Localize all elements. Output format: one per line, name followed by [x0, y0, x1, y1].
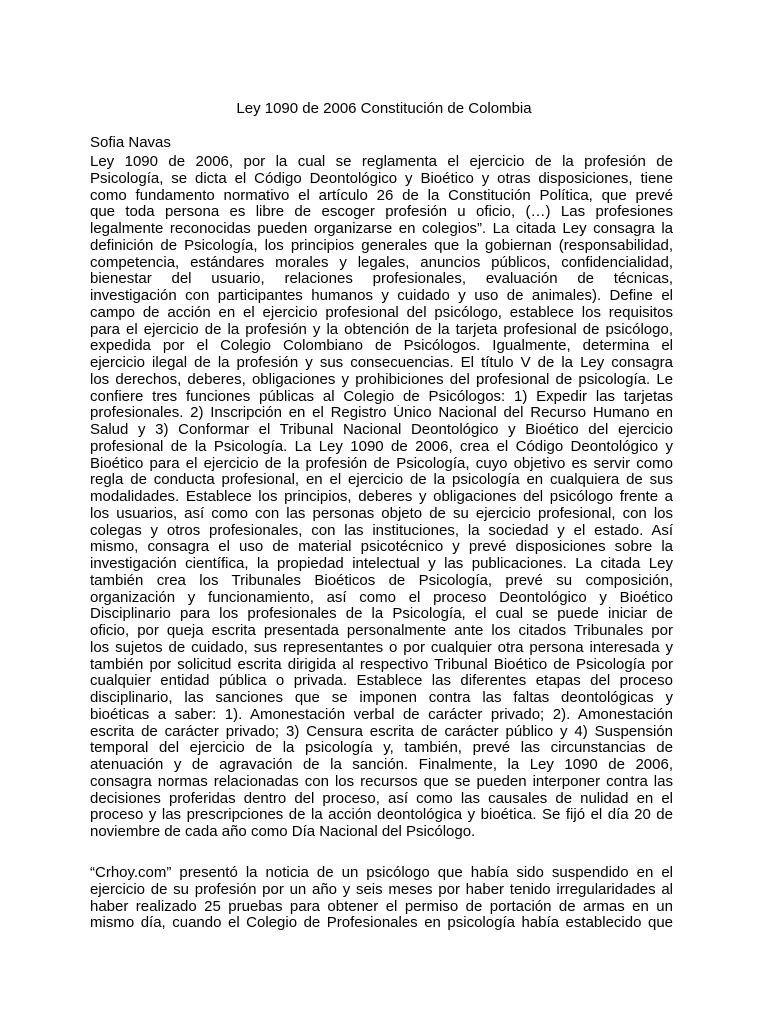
- text-line: disciplinario, las sanciones que se imponen contra las faltas deontológicas y: [90, 690, 673, 706]
- text-line: bioéticas a saber: 1). Amonestación verbal de carácter privado; 2). Amonestación: [90, 706, 673, 723]
- text-line: ejercicio de su profesión por un año y seis meses por haber tenido irregularidades al: [90, 881, 673, 898]
- text-line: campo de acción en el ejercicio profesional del psicólogo, establece los requisitos: [90, 304, 673, 321]
- text-line: regla de conducta profesional, en el ejercicio de la psicología en cualquiera de sus: [90, 472, 673, 489]
- text-line: profesionales. 2) Inscripción en el Registro Único Nacional del Recurso Humano en: [90, 405, 673, 422]
- text-line: Psicología, se dicta el Código Deontológico y Bioético y otras disposiciones, tiene: [90, 170, 673, 187]
- document-title: Ley 1090 de 2006 Constitución de Colombia: [236, 100, 532, 117]
- text-line: oficio, por queja escrita presentada personalmente ante los citados Tribunales por: [90, 623, 673, 639]
- text-line: bienestar del usuario, relaciones profesionales, evaluación de técnicas,: [90, 271, 673, 288]
- text-line: decisiones proferidas dentro del proceso, así como las causales de nulidad en el: [90, 790, 673, 807]
- text-line: temporal del ejercicio de la psicología y, también, prevé las circunstancias de: [90, 740, 673, 757]
- author-name: Sofia Navas: [90, 134, 171, 151]
- text-line: también por solicitud escrita dirigida al respectivo Tribunal Bioético de Psicología por: [90, 656, 673, 673]
- body-paragraph-2: [90, 865, 673, 932]
- text-line: los usuarios, así como con las personas objeto de su ejercicio profesional, con los: [90, 505, 673, 522]
- text-line: como fundamento normativo el artículo 26 de la Constitución Política, que prevé: [90, 187, 673, 204]
- text-line: los derechos, deberes, obligaciones y prohibiciones del profesional de psicología. Le: [90, 371, 673, 388]
- text-line: escrita de carácter privado; 3) Censura escrita de carácter público y 4) Suspensión: [90, 723, 673, 740]
- text-line: consagra normas relacionadas con los recursos que se pueden interponer contra las: [90, 773, 673, 790]
- text-line: confiere tres funciones públicas al Colegio de Psicólogos: 1) Expedir las tarjetas: [90, 388, 673, 405]
- text-line: Disciplinario para los profesionales de la Psicología, el cual se puede iniciar de: [90, 606, 673, 623]
- text-line: también crea los Tribunales Bioéticos de Psicología, prevé su composición,: [90, 572, 673, 589]
- text-line: organización y funcionamiento, así como el proceso Deontológico y Bioético: [90, 589, 673, 606]
- text-line: investigación científica, la propiedad intelectual y las publicaciones. La citada Ley: [90, 556, 673, 572]
- text-line: para el ejercicio de la profesión y la obtención de la tarjeta profesional de psicólogo,: [90, 321, 673, 338]
- text-line: cualquier entidad pública o privada. Establece las diferentes etapas del proceso: [90, 673, 673, 690]
- text-line: mismo día, cuando el Colegio de Profesionales en psicología había establecido que: [90, 915, 673, 932]
- text-line: modalidades. Establece los principios, deberes y obligaciones del psicólogo frente a: [90, 489, 673, 505]
- text-line: colegas y otros profesionales, con las instituciones, la sociedad y el estado. Así: [90, 522, 673, 539]
- text-line: mismo, consagra el uso de material psicotécnico y prevé disposiciones sobre la: [90, 539, 673, 556]
- text-line: proceso y las prescripciones de la acción deontológica y bioética. Se fijó el día 20 de: [90, 807, 673, 824]
- text-line: Ley 1090 de 2006, por la cual se reglamenta el ejercicio de la profesión de: [90, 154, 673, 170]
- text-line: competencia, estándares morales y legales, anuncios públicos, confidencialidad,: [90, 254, 673, 271]
- text-line: noviembre de cada año como Día Nacional del Psicólogo.: [90, 824, 476, 840]
- text-line: definición de Psicología, los principios generales que la gobiernan (responsabilidad,: [90, 237, 673, 254]
- text-line: que toda persona es libre de escoger profesión u oficio, (…) Las profesiones: [90, 204, 673, 221]
- text-line: legalmente reconocidas pueden organizarse en colegios”. La citada Ley consagra la: [90, 221, 673, 237]
- text-line: investigación con participantes humanos y cuidado y uso de animales). Define el: [90, 288, 673, 304]
- text-line: atenuación y de agravación de la sanción. Finalmente, la Ley 1090 de 2006,: [90, 757, 673, 773]
- body-paragraph-1: [90, 154, 673, 841]
- text-line: “Crhoy.com” presentó la noticia de un psicólogo que había sido suspendido en el: [90, 865, 673, 881]
- text-line: Salud y 3) Conformar el Tribunal Nacional Deontológico y Bioético del ejercicio: [90, 422, 673, 438]
- text-line: haber realizado 25 pruebas para obtener el permiso de portación de armas en un: [90, 898, 673, 915]
- text-line: ejercicio ilegal de la profesión y sus consecuencias. El título V de la Ley consagra: [90, 355, 673, 371]
- text-line: profesional de la Psicología. La Ley 1090 de 2006, crea el Código Deontológico y: [90, 438, 673, 455]
- text-line: los sujetos de cuidado, sus representantes o por cualquier otra persona interesada y: [90, 639, 673, 656]
- text-line: Bioético para el ejercicio de la profesión de Psicología, cuyo objetivo es servir como: [90, 455, 673, 472]
- text-line: expedida por el Colegio Colombiano de Psicólogos. Igualmente, determina el: [90, 338, 673, 355]
